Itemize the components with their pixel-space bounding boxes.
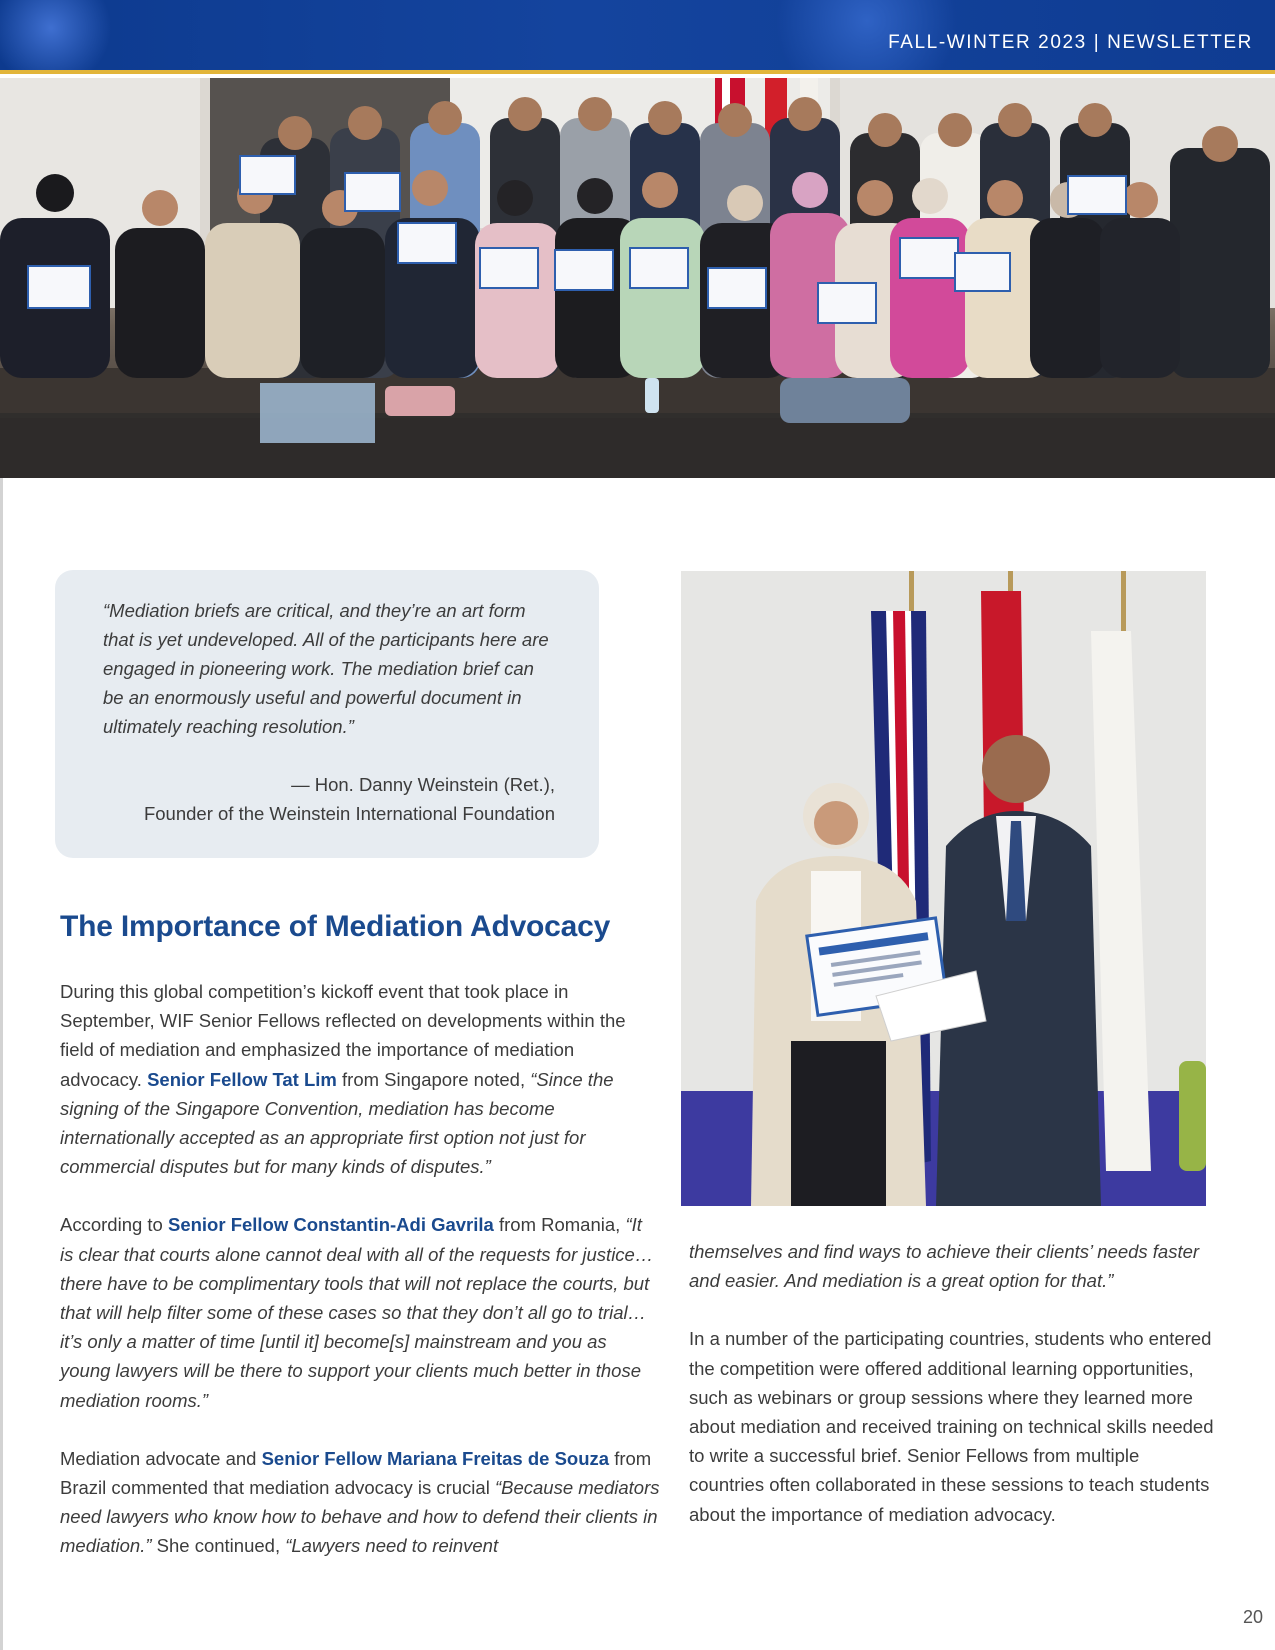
article-paragraph-continuation: themselves and find ways to achieve their clients’ needs faster and easier. And mediation is a great option for that.”	[689, 1241, 1200, 1292]
fellow-name-gavrila: Senior Fellow Constantin-Adi Gavrila	[167, 1214, 494, 1236]
pull-quote-attribution-role: Founder of the Weinstein International Foundation	[143, 803, 555, 824]
article-left-column	[60, 977, 660, 1561]
pull-quote-attribution-name: — Hon. Danny Weinstein (Ret.),	[291, 774, 555, 795]
newsletter-header	[0, 0, 1275, 74]
newsletter-header-title: FALL-WINTER 2023 | NEWSLETTER	[888, 32, 1253, 53]
fellow-name-freitas-de-souza: Senior Fellow Mariana Freitas de Souza	[261, 1447, 610, 1469]
fellow-quote-tat-lim: “Since the signing of the Singapore Convention, mediation has become internationally accepted as an appropriate first option not just for commercial disputes but for many kinds of disputes.”	[60, 1068, 614, 1178]
group-photo	[0, 78, 1275, 478]
pull-quote-attribution	[85, 770, 555, 828]
fellow-quote-freitas-de-souza-1: “Because mediators need lawyers who know how to behave and how to defend their clients in mediation.”	[60, 1477, 660, 1557]
pull-quote-box	[55, 570, 599, 858]
article-right-column	[689, 1237, 1214, 1529]
fellow-name-tat-lim: Senior Fellow Tat Lim	[147, 1068, 337, 1090]
certificate-presentation-photo-icon	[681, 571, 1206, 1206]
page-left-rule	[0, 478, 3, 1650]
article-paragraph-3: Mediation advocate and Senior Fellow Mariana Freitas de Souza from Brazil commented that mediation advocacy is crucial “Because mediators need lawyers who know how to behave and how to defend their clients in mediation.” She continued, “Lawyers need to reinvent	[60, 1447, 660, 1557]
fellow-quote-gavrila: “It is clear that courts alone cannot deal with all of the requests for justice…there have to be complimentary tools that will not replace the courts, but that will help filter some of these cases so that they don’t all go to trial…it’s only a matter of time [until it] become[s] mainstream and you as young lawyers will be there to support your clients much better in those mediation rooms.”	[60, 1214, 654, 1411]
pull-quote-text: “Mediation briefs are critical, and they’re an art form that is yet undeveloped. All of the participants here are engaged in pioneering work. The mediation brief can be an enormously useful and powerful document in ultimately reaching resolution.”	[103, 600, 549, 737]
article-title: The Importance of Mediation Advocacy	[60, 910, 611, 943]
group-photo-icon	[0, 78, 1275, 478]
article-paragraph-2: According to Senior Fellow Constantin-Adi Gavrila from Romania, “It is clear that courts alone cannot deal with all of the requests for justice…there have to be complimentary tools that will not replace the courts, but that will help filter some of these cases so that they don’t all go to trial…it’s only a matter of time [until it] become[s] mainstream and you as young lawyers will be there to support your clients much better in those mediation rooms.”	[60, 1214, 654, 1411]
article-paragraph-1: During this global competition’s kickoff event that took place in September, WIF Senior Fellows reflected on developments within the field of mediation and emphasized the importance of mediation advocacy. Senior Fellow Tat Lim from Singapore noted, “Since the signing of the Singapore Convention, mediation has become internationally accepted as an appropriate first option not just for commercial disputes but for many kinds of disputes.”	[60, 981, 626, 1178]
page-number: 20	[1242, 1607, 1263, 1627]
article-paragraph-5: In a number of the participating countries, students who entered the competition were offered additional learning opportunities, such as webinars or group sessions where they learned more about mediation and received training on technical skills needed to write a successful brief. Senior Fellows from multiple countries often collaborated in these sessions to teach students about the importance of mediation advocacy.	[689, 1328, 1214, 1525]
certificate-presentation-photo	[681, 571, 1206, 1206]
fellow-quote-freitas-de-souza-2: “Lawyers need to reinvent	[285, 1535, 499, 1557]
